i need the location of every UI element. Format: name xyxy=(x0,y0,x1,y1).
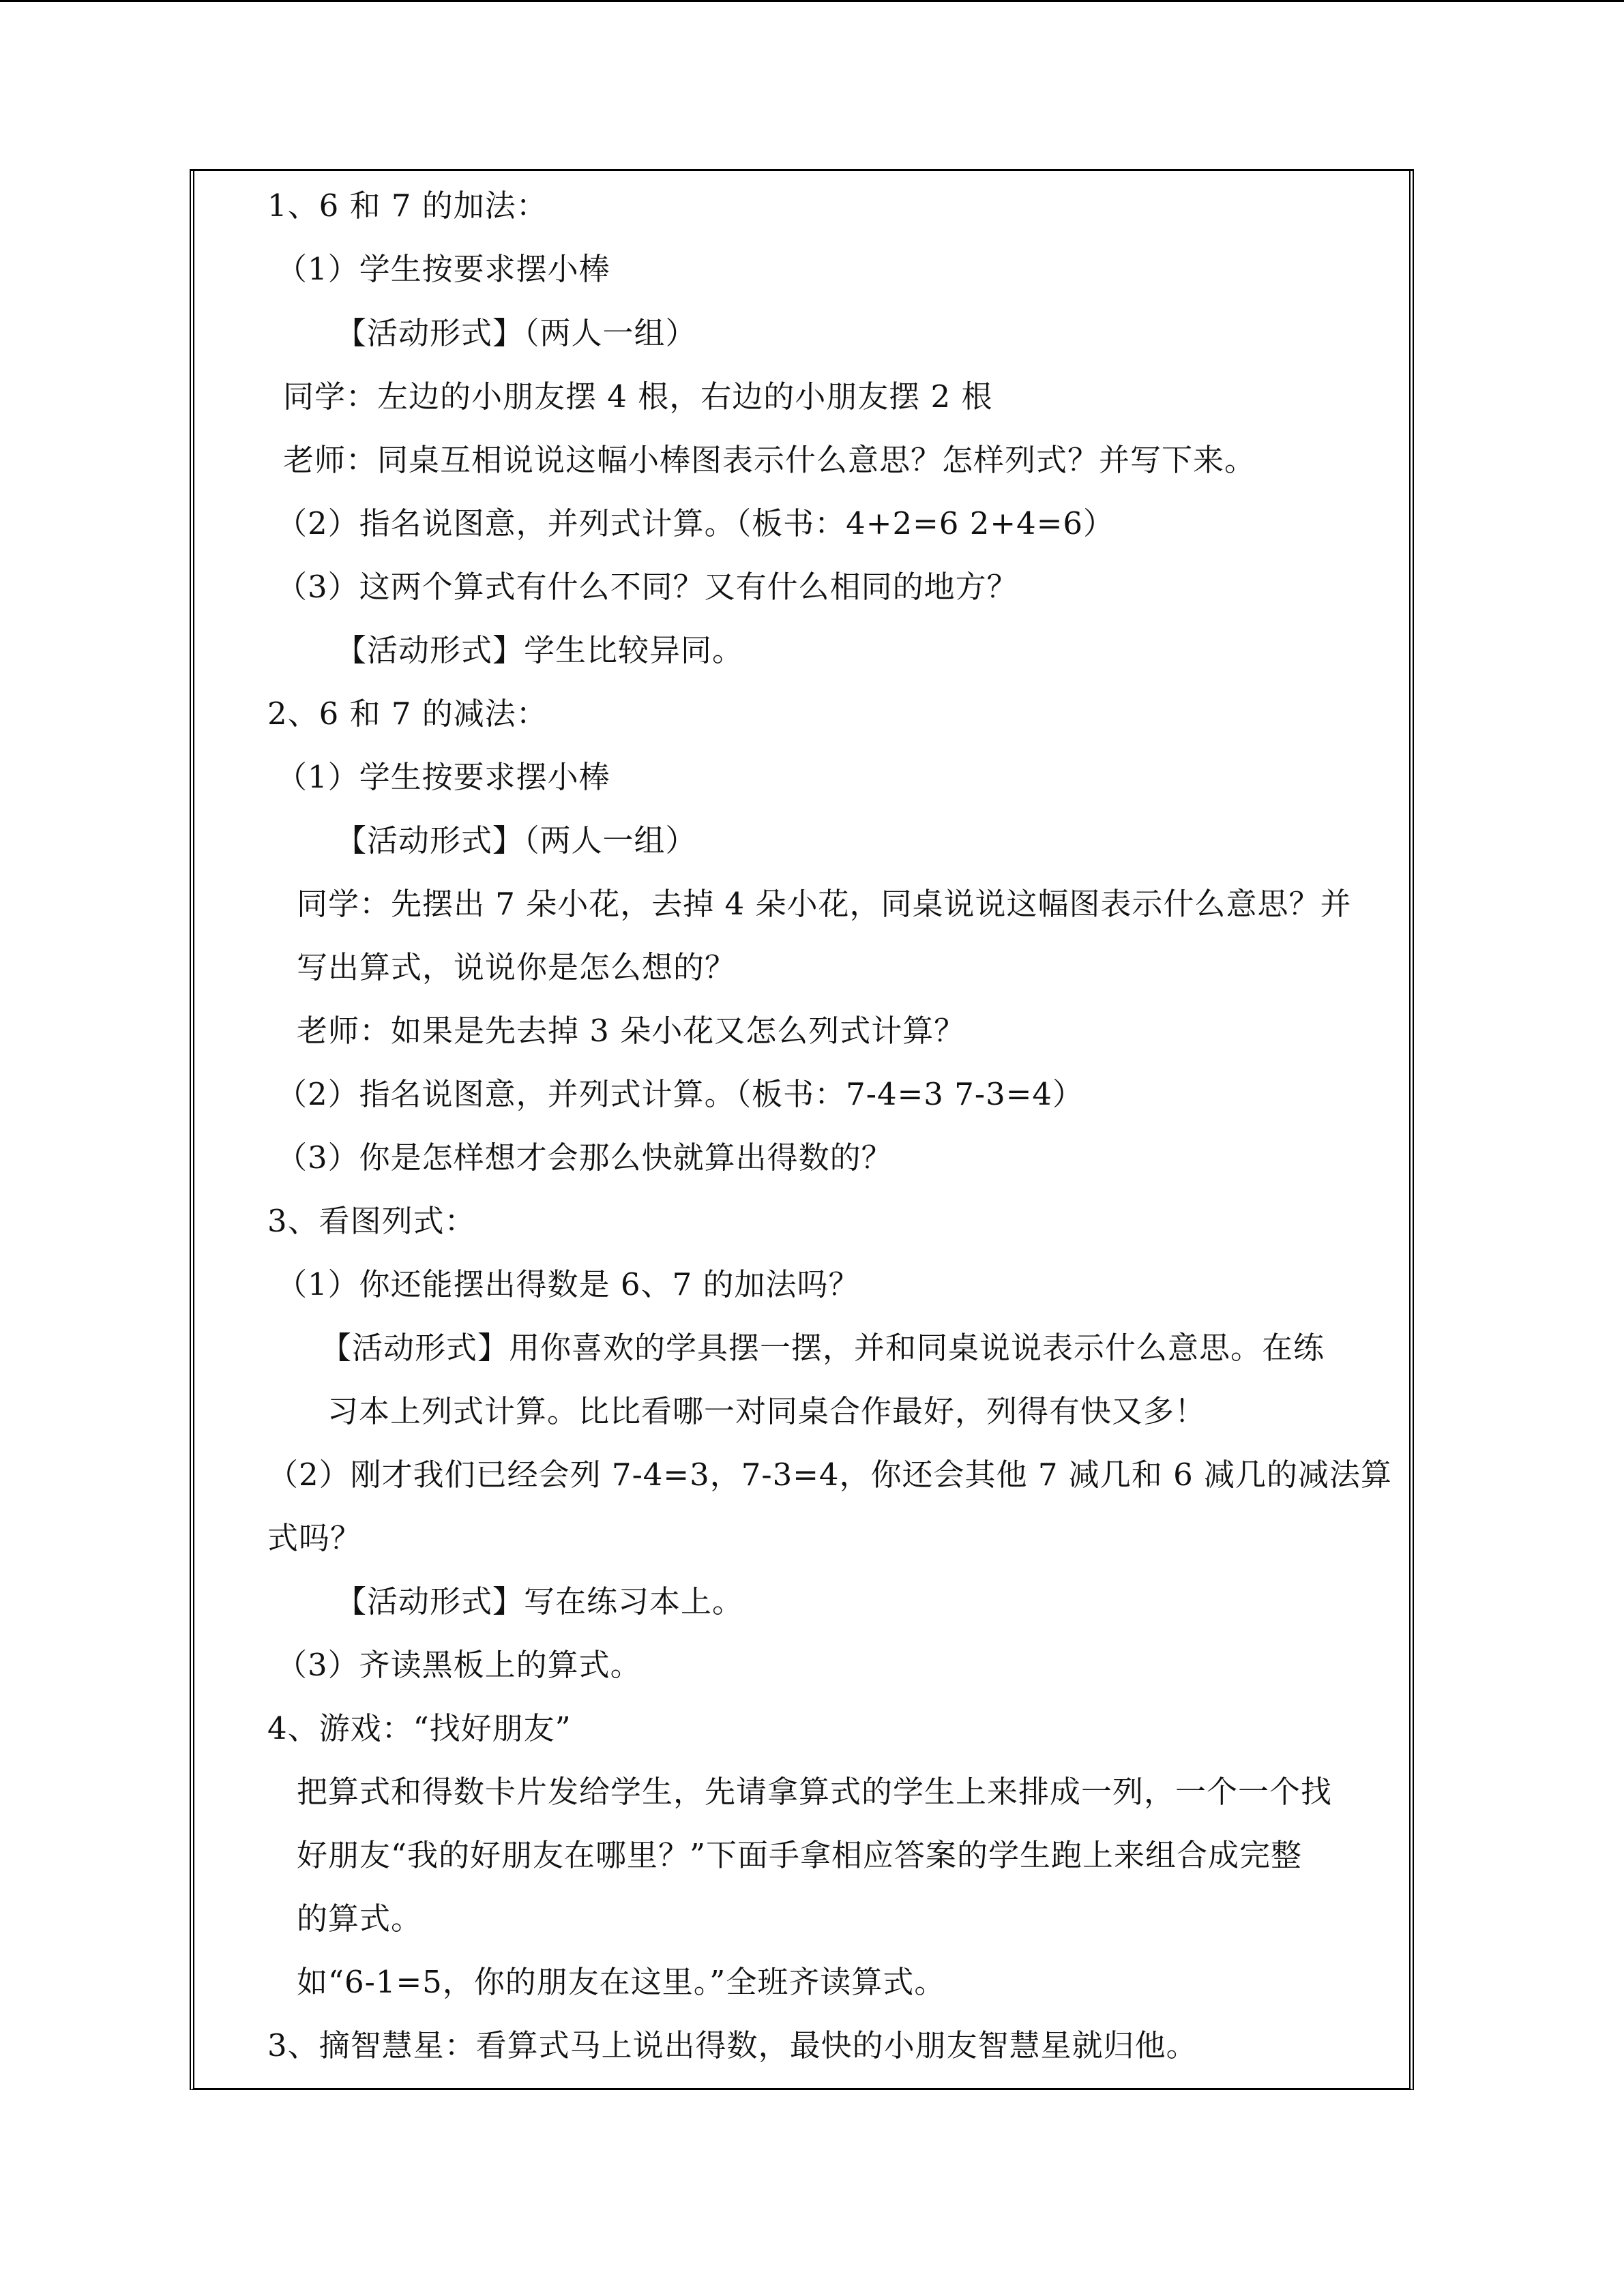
game-description: 把算式和得数卡片发给学生，先请拿算式的学生上来排成一列，一个一个找 xyxy=(297,1774,1333,1810)
section-heading-picture-equations: 3、看图列式： xyxy=(267,1203,476,1239)
step-2-subtraction: （2）指名说图意，并列式计算。（板书：7-4=3 7-3=4） xyxy=(276,1076,1084,1112)
step-3-subtraction: （3）你是怎样想才会那么快就算出得数的？ xyxy=(276,1139,893,1176)
game-example: 如“6-1=5，你的朋友在这里。”全班齐读算式。 xyxy=(297,1964,946,2000)
activity-form-note: 【活动形式】学生比较异同。 xyxy=(336,632,744,668)
section-heading-game: 4、游戏：“找好朋友” xyxy=(267,1710,572,1746)
activity-form-note-continued: 习本上列式计算。比比看哪一对同桌合作最好，列得有快又多！ xyxy=(327,1393,1207,1429)
activity-form-note: 【活动形式】（两人一组） xyxy=(336,315,697,351)
step-1-picture-equations: （1）你还能摆出得数是 6、7 的加法吗？ xyxy=(276,1266,860,1302)
section-heading-subtraction: 2、6 和 7 的减法： xyxy=(267,696,548,732)
step-2-picture-equations: （2）刚才我们已经会列 7-4=3，7-3=4，你还会其他 7 减几和 6 减几的减法算 xyxy=(267,1457,1393,1493)
step-2-addition: （2）指名说图意，并列式计算。（板书：4+2=6 2+4=6） xyxy=(276,505,1115,541)
step-3-picture-equations: （3）齐读黑板上的算式。 xyxy=(276,1647,642,1683)
activity-form-note: 【活动形式】写在练习本上。 xyxy=(336,1583,744,1620)
step-2-picture-equations-continued: 式吗？ xyxy=(267,1520,362,1556)
teacher-instruction: 老师：如果是先去掉 3 朵小花又怎么列式计算？ xyxy=(297,1013,966,1049)
game-description-continued: 的算式。 xyxy=(297,1900,423,1937)
section-heading-addition: 1、6 和 7 的加法： xyxy=(267,188,548,224)
activity-form-note: 【活动形式】用你喜欢的学具摆一摆，并和同桌说说表示什么意思。在练 xyxy=(321,1330,1325,1366)
step-3-addition: （3）这两个算式有什么不同？又有什么相同的地方？ xyxy=(276,569,1018,605)
step-1-subtraction: （1）学生按要求摆小棒 xyxy=(276,759,610,795)
teacher-instruction: 老师：同桌互相说说这幅小棒图表示什么意思？怎样列式？并写下来。 xyxy=(283,442,1256,478)
student-instruction: 同学：先摆出 7 朵小花，去掉 4 朵小花，同桌说说这幅图表示什么意思？并 xyxy=(297,886,1352,922)
activity-form-note: 【活动形式】（两人一组） xyxy=(336,822,697,859)
student-instruction: 同学：左边的小朋友摆 4 根，右边的小朋友摆 2 根 xyxy=(283,378,993,415)
section-heading-wisdom-star: 3、摘智慧星：看算式马上说出得数，最快的小朋友智慧星就归他。 xyxy=(267,2027,1198,2063)
game-description-continued: 好朋友“我的好朋友在哪里？”下面手拿相应答案的学生跑上来组合成完整 xyxy=(297,1837,1303,1873)
step-1-addition: （1）学生按要求摆小棒 xyxy=(276,251,610,287)
student-instruction-continued: 写出算式，说说你是怎么想的？ xyxy=(297,949,737,985)
